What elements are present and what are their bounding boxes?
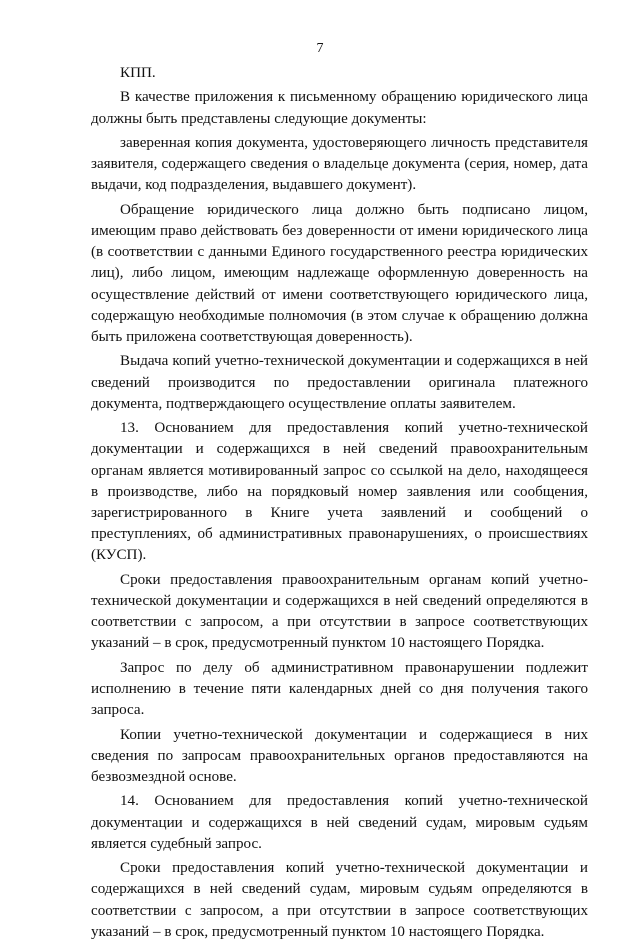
paragraph-clause-13: 13. Основанием для предоставления копий учетно-технической документации и содержащихся в ней сведений правоохранительным органам является мотивированный запрос со ссылкой на дело, находящееся в производстве, либо на порядковый номер заявления или сообщения, зарегистрированного в Книге учета заявлений и сообщений о преступлениях, об административных правонарушениях, о происшествиях (КУСП).: [91, 420, 588, 564]
paragraph-signature-requirement: Обращение юридического лица должно быть подписано лицом, имеющим право действовать без доверенности от имени юридического лица (в соответствии с данными Единого государственного реестра юридических лиц), либо лицом, имеющим надлежаще оформленную доверенность на осуществление действий от имени соответствующего юридического лица, содержащую необходимые полномочия (в этом случае к обращению должна быть приложена соответствующая доверенность).: [91, 201, 588, 345]
paragraph-free-of-charge: Копии учетно-технической документации и содержащиеся в них сведения по запросам правоохранительных органов предоставляются на безвозмездной основе.: [91, 726, 588, 785]
paragraph-clause-14: 14. Основанием для предоставления копий учетно-технической документации и содержащихся в ней сведений судам, мировым судьям является судебный запрос.: [91, 793, 588, 852]
paragraph-attachments-intro: В качестве приложения к письменному обращению юридического лица должны быть представлены следующие документы:: [91, 89, 588, 127]
paragraph-kpp: КПП.: [120, 65, 156, 81]
paragraph-law-enforcement-terms: Сроки предоставления правоохранительным органам копий учетно-технической документации и содержащихся в ней сведений определяются в соответствии с запросом, а при отсутствии в запросе соответствующих указаний – в срок, предусмотренный пунктом 10 настоящего Порядка.: [91, 571, 588, 652]
page-number: 7: [316, 41, 324, 56]
paragraph-certified-copy: заверенная копия документа, удостоверяющего личность представителя заявителя, содержащего сведения о владельце документа (серия, номер, дата выдачи, код подразделения, выдавшего документ).: [91, 134, 588, 194]
paragraph-administrative-request: Запрос по делу об административном правонарушении подлежит исполнению в течение пяти календарных дней со дня получения такого запроса.: [91, 659, 588, 719]
document-body: [91, 63, 588, 946]
paragraph-court-terms: Сроки предоставления копий учетно-технической документации и содержащихся в ней сведений судам, мировым судьям определяются в соответствии с запросом, а при отсутствии в запросе соответствующих указаний – в срок, предусмотренный пунктом 10 настоящего Порядка.: [91, 860, 588, 940]
paragraph-payment-document: Выдача копий учетно-технической документации и содержащихся в ней сведений производится по предоставлении оригинала платежного документа, подтверждающего осуществление оплаты заявителем.: [91, 353, 588, 412]
